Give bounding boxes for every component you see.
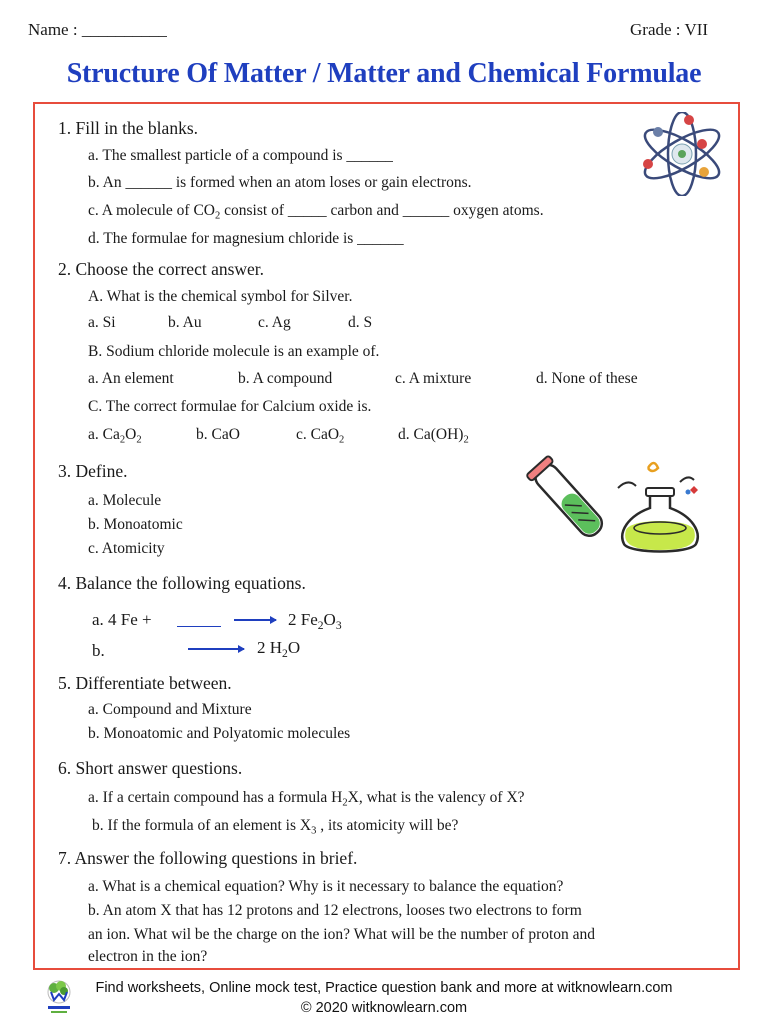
q6-item-a: a. If a certain compound has a formula $H_2X$, what is the valency of X?: [88, 789, 525, 809]
test-tube-flask-icon: [522, 448, 732, 560]
q2-C-option-b: b. CaO: [196, 426, 240, 443]
q4-eq-a-right: 2 $Fe_2O_3$: [288, 610, 342, 633]
page-title: Structure Of Matter / Matter and Chemical Formulae: [66, 58, 702, 89]
q5-item-b: b. Monoatomic and Polyatomic molecules: [88, 725, 351, 742]
q2-question-B: B. Sodium chloride molecule is an example of.: [88, 343, 380, 360]
q2-A-option-b: b. Au: [168, 314, 202, 331]
q6-item-b: b. If the formula of an element is $X_3$ , its atomicity will be?: [92, 817, 459, 837]
q4-eq-b-right: 2 $H_2O$: [257, 638, 301, 661]
q4-heading: 4. Balance the following equations.: [58, 573, 306, 593]
q2-B-option-a: a. An element: [88, 370, 174, 387]
q2-question-A: A. What is the chemical symbol for Silver.: [88, 288, 353, 305]
q5-heading: 5. Differentiate between.: [58, 673, 232, 693]
q2-B-option-b: b. A compound: [238, 370, 333, 387]
q4-eq-a-arrow: [234, 619, 276, 621]
atom-icon: [634, 112, 730, 196]
q5-item-a: a. Compound and Mixture: [88, 701, 252, 718]
q1-heading: 1. Fill in the blanks.: [58, 118, 198, 138]
footer-copyright: © 2020 witknowlearn.com: [300, 1000, 468, 1016]
q2-heading: 2. Choose the correct answer.: [58, 259, 265, 279]
q2-C-option-a: a. $Ca_2O_2$: [88, 426, 142, 446]
q1-item-b: b. An ______ is formed when an atom loses or gain electrons.: [88, 174, 472, 191]
q7-heading: 7. Answer the following questions in brief.: [58, 848, 358, 868]
name-label: Name : __________: [28, 20, 167, 39]
q3-heading: 3. Define.: [58, 461, 128, 481]
q2-question-C: C. The correct formulae for Calcium oxide is.: [88, 398, 372, 415]
q7-item-b-line1: b. An atom X that has 12 protons and 12 electrons, looses two electrons to form: [88, 902, 582, 919]
q4-eq-b-arrow: [188, 648, 244, 650]
q2-C-option-c: c. CaO$_2$: [296, 426, 345, 446]
q1-item-a: a. The smallest particle of a compound is ______: [88, 147, 393, 164]
grade-label: Grade : VII: [630, 20, 709, 39]
q3-item-c: c. Atomicity: [88, 540, 165, 557]
q4-eq-a-left: a. 4 Fe +: [92, 610, 152, 629]
q4-eq-b-left: b.: [92, 641, 105, 660]
q6-heading: 6. Short answer questions.: [58, 758, 243, 778]
q2-B-option-c: c. A mixture: [395, 370, 472, 387]
footer-line-1: Find worksheets, Online mock test, Practice question bank and more at witknowlearn.com: [95, 980, 673, 996]
q7-item-b-line3: electron in the ion?: [88, 948, 208, 965]
q3-item-b: b. Monoatomic: [88, 516, 183, 533]
q7-item-a: a. What is a chemical equation? Why is it necessary to balance the equation?: [88, 878, 564, 895]
q2-A-option-c: c. Ag: [258, 314, 291, 331]
q1-item-c: c. A molecule of $CO_2$ consist of _____ carbon and ______ oxygen atoms.: [88, 202, 544, 222]
q2-B-option-d: d. None of these: [536, 370, 638, 387]
q4-eq-a-blank[interactable]: [177, 626, 221, 627]
q7-item-b-line2: an ion. What wil be the charge on the ion? What will be the number of proton and: [88, 926, 596, 943]
q2-A-option-d: d. S: [348, 314, 373, 331]
q1-item-d: d. The formulae for magnesium chloride is ______: [88, 230, 404, 247]
q2-A-option-a: a. Si: [88, 314, 116, 331]
q3-item-a: a. Molecule: [88, 492, 162, 509]
q2-C-option-d: d. $Ca(OH)_2$: [398, 426, 469, 446]
